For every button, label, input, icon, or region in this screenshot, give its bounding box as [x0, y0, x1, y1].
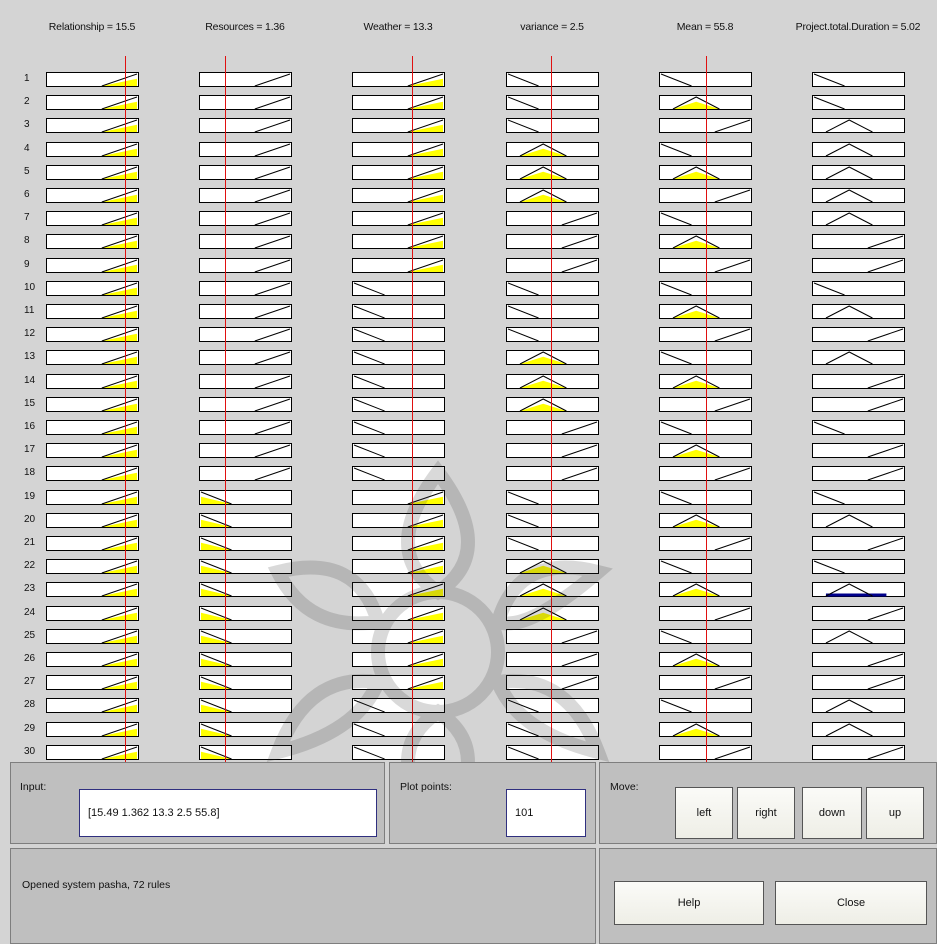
input-indicator-weather[interactable] — [412, 56, 413, 762]
input-indicator-variance[interactable] — [551, 56, 552, 762]
mf-plot-resources[interactable] — [199, 258, 292, 273]
mf-plot-variance[interactable] — [506, 722, 599, 737]
rule-number: 24 — [24, 606, 36, 618]
move-left-button[interactable]: left — [675, 787, 733, 839]
help-button[interactable]: Help — [614, 881, 764, 925]
mf-plot-resources[interactable] — [199, 211, 292, 226]
mf-plot-duration[interactable] — [812, 513, 905, 528]
mf-plot-resources[interactable] — [199, 513, 292, 528]
mf-plot-weather[interactable] — [352, 606, 445, 621]
column-title-variance: variance = 2.5 — [520, 21, 584, 33]
mf-plot-variance[interactable] — [506, 490, 599, 505]
mf-plot-resources[interactable] — [199, 536, 292, 551]
rule-number: 3 — [24, 119, 30, 131]
mf-plot-variance[interactable] — [506, 513, 599, 528]
mf-plot-weather[interactable] — [352, 350, 445, 365]
mf-plot-variance[interactable] — [506, 258, 599, 273]
mf-plot-weather[interactable] — [352, 118, 445, 133]
mf-plot-weather[interactable] — [352, 420, 445, 435]
mf-plot-duration[interactable] — [812, 304, 905, 319]
plot-points-label: Plot points: — [400, 781, 452, 793]
mf-plot-variance[interactable] — [506, 698, 599, 713]
mf-plot-variance[interactable] — [506, 327, 599, 342]
mf-plot-duration[interactable] — [812, 211, 905, 226]
rule-number: 17 — [24, 444, 36, 456]
mf-plot-duration[interactable] — [812, 490, 905, 505]
input-field[interactable] — [79, 789, 377, 837]
mf-plot-duration[interactable] — [812, 698, 905, 713]
mf-plot-variance[interactable] — [506, 95, 599, 110]
mf-plot-weather[interactable] — [352, 443, 445, 458]
mf-plot-duration[interactable] — [812, 722, 905, 737]
mf-plot-duration[interactable] — [812, 466, 905, 481]
mf-plot-variance[interactable] — [506, 397, 599, 412]
rule-number: 30 — [24, 745, 36, 757]
mf-plot-duration[interactable] — [812, 443, 905, 458]
status-panel — [10, 848, 596, 944]
column-title-weather: Weather = 13.3 — [363, 21, 433, 33]
mf-plot-duration[interactable] — [812, 536, 905, 551]
mf-plot-weather[interactable] — [352, 327, 445, 342]
rule-number: 26 — [24, 653, 36, 664]
mf-plot-weather[interactable] — [352, 374, 445, 389]
mf-plot-variance[interactable] — [506, 165, 599, 180]
plot-points-panel — [389, 762, 596, 844]
mf-plot-resources[interactable] — [199, 188, 292, 203]
rule-number: 2 — [24, 96, 30, 108]
mf-plot-weather[interactable] — [352, 211, 445, 226]
rule-number: 23 — [24, 583, 36, 595]
rule-number: 8 — [24, 235, 30, 247]
mf-plot-resources[interactable] — [199, 606, 292, 621]
mf-plot-variance[interactable] — [506, 211, 599, 226]
mf-plot-resources[interactable] — [199, 490, 292, 505]
rule-number: 9 — [24, 258, 30, 270]
mf-plot-duration[interactable] — [812, 258, 905, 273]
rule-number: 25 — [24, 629, 36, 641]
input-indicator-resources[interactable] — [225, 56, 226, 762]
input-panel — [10, 762, 385, 844]
mf-plot-resources[interactable] — [199, 698, 292, 713]
mf-plot-weather[interactable] — [352, 188, 445, 203]
mf-plot-variance[interactable] — [506, 536, 599, 551]
mf-plot-resources[interactable] — [199, 165, 292, 180]
status-text: Opened system pasha, 72 rules — [22, 879, 171, 891]
mf-plot-variance[interactable] — [506, 675, 599, 690]
mf-plot-weather[interactable] — [352, 745, 445, 760]
mf-plot-variance[interactable] — [506, 443, 599, 458]
mf-plot-duration[interactable] — [812, 95, 905, 110]
mf-plot-variance[interactable] — [506, 652, 599, 667]
mf-plot-resources[interactable] — [199, 420, 292, 435]
mf-plot-duration[interactable] — [812, 118, 905, 133]
mf-plot-variance[interactable] — [506, 745, 599, 760]
mf-plot-duration[interactable] — [812, 397, 905, 412]
mf-plot-variance[interactable] — [506, 72, 599, 87]
mf-plot-variance[interactable] — [506, 304, 599, 319]
mf-plot-duration[interactable] — [812, 745, 905, 760]
move-right-button[interactable]: right — [737, 787, 795, 839]
mf-plot-resources[interactable] — [199, 327, 292, 342]
mf-plot-weather[interactable] — [352, 142, 445, 157]
mf-plot-duration[interactable] — [812, 142, 905, 157]
mf-plot-weather[interactable] — [352, 559, 445, 574]
mf-plot-resources[interactable] — [199, 745, 292, 760]
mf-plot-duration[interactable] — [812, 420, 905, 435]
mf-plot-resources[interactable] — [199, 304, 292, 319]
mf-plot-duration[interactable] — [812, 234, 905, 249]
mf-plot-variance[interactable] — [506, 374, 599, 389]
mf-plot-duration[interactable] — [812, 350, 905, 365]
column-title-relationship: Relationship = 15.5 — [48, 21, 136, 33]
rule-number: 18 — [24, 467, 36, 479]
mf-plot-weather[interactable] — [352, 652, 445, 667]
mf-plot-weather[interactable] — [352, 675, 445, 690]
rule-number: 20 — [24, 513, 36, 525]
mf-plot-weather[interactable] — [352, 304, 445, 319]
mf-plot-resources[interactable] — [199, 95, 292, 110]
rule-number: 7 — [24, 212, 30, 224]
mf-plot-resources[interactable] — [199, 281, 292, 296]
mf-plot-resources[interactable] — [199, 466, 292, 481]
mf-plot-weather[interactable] — [352, 582, 445, 597]
mf-plot-weather[interactable] — [352, 698, 445, 713]
rule-number: 11 — [24, 305, 35, 316]
mf-plot-variance[interactable] — [506, 559, 599, 574]
input-indicator-mean[interactable] — [706, 56, 707, 762]
rule-number: 22 — [24, 560, 36, 572]
rule-number: 27 — [24, 676, 36, 688]
mf-plot-duration[interactable] — [812, 629, 905, 644]
rule-number: 16 — [24, 421, 36, 432]
mf-plot-resources[interactable] — [199, 652, 292, 667]
mf-plot-variance[interactable] — [506, 281, 599, 296]
mf-plot-weather[interactable] — [352, 165, 445, 180]
mf-plot-resources[interactable] — [199, 118, 292, 133]
mf-plot-weather[interactable] — [352, 629, 445, 644]
mf-plot-duration[interactable] — [812, 606, 905, 621]
mf-plot-weather[interactable] — [352, 281, 445, 296]
rule-number: 14 — [24, 374, 36, 386]
rule-number: 1 — [24, 73, 30, 84]
mf-plot-resources[interactable] — [199, 374, 292, 389]
rule-number: 10 — [24, 281, 36, 293]
mf-plot-resources[interactable] — [199, 443, 292, 458]
rule-number: 19 — [24, 490, 36, 502]
mf-plot-resources[interactable] — [199, 350, 292, 365]
mf-plot-variance[interactable] — [506, 420, 599, 435]
rule-number: 29 — [24, 722, 36, 734]
mf-plot-resources[interactable] — [199, 675, 292, 690]
input-value: [15.49 1.362 13.3 2.5 55.8] — [88, 807, 220, 819]
rule-number: 12 — [24, 328, 36, 340]
rule-number: 5 — [24, 165, 30, 177]
rule-number: 28 — [24, 699, 36, 711]
mf-plot-variance[interactable] — [506, 188, 599, 203]
rule-number: 13 — [24, 351, 36, 363]
mf-plot-duration[interactable] — [812, 281, 905, 296]
mf-plot-variance[interactable] — [506, 234, 599, 249]
mf-plot-variance[interactable] — [506, 350, 599, 365]
mf-plot-variance[interactable] — [506, 629, 599, 644]
mf-plot-weather[interactable] — [352, 466, 445, 481]
mf-plot-resources[interactable] — [199, 72, 292, 87]
plot-points-value: 101 — [515, 807, 534, 819]
mf-plot-duration[interactable] — [812, 165, 905, 180]
mf-plot-variance[interactable] — [506, 466, 599, 481]
mf-plot-resources[interactable] — [199, 559, 292, 574]
mf-plot-weather[interactable] — [352, 234, 445, 249]
mf-plot-weather[interactable] — [352, 490, 445, 505]
mf-plot-weather[interactable] — [352, 513, 445, 528]
mf-plot-duration[interactable] — [812, 188, 905, 203]
close-button[interactable]: Close — [775, 881, 927, 925]
mf-plot-duration[interactable] — [812, 652, 905, 667]
column-title-resources: Resources = 1.36 — [205, 21, 285, 33]
mf-plot-duration[interactable] — [812, 675, 905, 690]
mf-plot-duration[interactable] — [812, 559, 905, 574]
move-down-button[interactable]: down — [802, 787, 862, 839]
column-title-duration: Project.total.Duration = 5.02 — [795, 21, 921, 33]
action-panel — [599, 848, 937, 944]
move-label: Move: — [610, 781, 639, 793]
input-indicator-relationship[interactable] — [125, 56, 126, 762]
mf-plot-resources[interactable] — [199, 397, 292, 412]
move-panel — [599, 762, 937, 844]
mf-plot-duration[interactable] — [812, 72, 905, 87]
input-label: Input: — [20, 781, 47, 793]
column-title-mean: Mean = 55.8 — [676, 21, 734, 33]
mf-plot-duration[interactable] — [812, 327, 905, 342]
mf-plot-weather[interactable] — [352, 258, 445, 273]
mf-plot-duration[interactable] — [812, 374, 905, 389]
rule-number: 4 — [24, 142, 30, 154]
mf-plot-duration[interactable] — [812, 582, 905, 597]
mf-plot-variance[interactable] — [506, 118, 599, 133]
rule-number: 6 — [24, 189, 30, 200]
mf-plot-variance[interactable] — [506, 582, 599, 597]
rule-number: 15 — [24, 397, 36, 409]
plot-points-field[interactable] — [506, 789, 586, 837]
mf-plot-weather[interactable] — [352, 722, 445, 737]
rule-number: 21 — [24, 537, 36, 548]
mf-plot-variance[interactable] — [506, 606, 599, 621]
mf-plot-resources[interactable] — [199, 234, 292, 249]
mf-plot-resources[interactable] — [199, 582, 292, 597]
mf-plot-weather[interactable] — [352, 95, 445, 110]
move-up-button[interactable]: up — [866, 787, 924, 839]
mf-plot-resources[interactable] — [199, 722, 292, 737]
mf-plot-weather[interactable] — [352, 72, 445, 87]
mf-plot-variance[interactable] — [506, 142, 599, 157]
mf-plot-resources[interactable] — [199, 629, 292, 644]
mf-plot-weather[interactable] — [352, 536, 445, 551]
mf-plot-weather[interactable] — [352, 397, 445, 412]
mf-plot-resources[interactable] — [199, 142, 292, 157]
